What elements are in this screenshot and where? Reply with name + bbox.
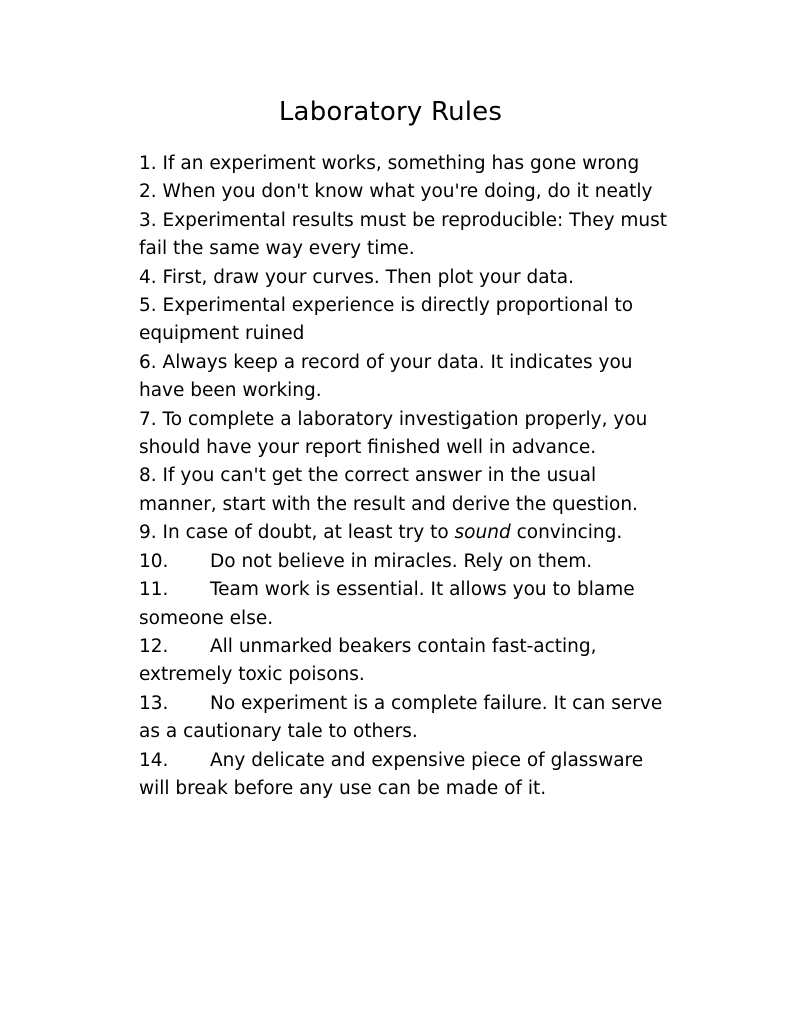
rule-item-11 xyxy=(139,576,679,633)
rule-text-emphasis: sound xyxy=(454,522,511,544)
rule-item-5 xyxy=(139,292,679,349)
rule-item-2 xyxy=(139,178,679,206)
rule-text: If you can't get the correct answer in the usual manner, start with the result and derive the question. xyxy=(139,465,638,515)
rule-item-6 xyxy=(139,349,679,406)
rule-item-9 xyxy=(139,519,679,547)
rule-number: 12. xyxy=(139,635,169,657)
rule-number: 14. xyxy=(139,749,169,771)
rule-number: 6. xyxy=(139,351,157,373)
rule-number: 8. xyxy=(139,465,157,487)
rule-text: In case of doubt, at least try to xyxy=(162,522,449,544)
rule-number: 10. xyxy=(139,550,169,572)
rules-list xyxy=(139,150,679,803)
rule-text: Do not believe in miracles. Rely on them. xyxy=(210,550,593,572)
rule-item-4 xyxy=(139,264,679,292)
rule-text: Always keep a record of your data. It indicates you have been working. xyxy=(139,351,633,402)
rule-number: 4. xyxy=(139,266,157,288)
rule-text: Team work is essential. It allows you to blame someone else. xyxy=(139,579,635,629)
rule-item-8 xyxy=(139,462,679,519)
rule-text: No experiment is a complete failure. It can serve as a cautionary tale to others. xyxy=(139,692,663,743)
rule-item-3 xyxy=(139,207,679,264)
rule-item-10 xyxy=(139,548,679,576)
rule-item-7 xyxy=(139,406,679,463)
rule-text: convincing. xyxy=(516,522,623,544)
rule-item-13 xyxy=(139,690,679,747)
rule-number: 9. xyxy=(139,522,157,544)
rule-text: If an experiment works, something has gone wrong xyxy=(162,153,640,174)
rule-text: Experimental experience is directly proportional to equipment ruined xyxy=(139,295,634,345)
rule-number: 7. xyxy=(139,408,157,430)
rule-number: 2. xyxy=(139,181,157,203)
rule-text: First, draw your curves. Then plot your data. xyxy=(162,266,575,288)
rule-item-12 xyxy=(139,633,679,690)
rule-item-14 xyxy=(139,747,679,804)
rule-text: When you don't know what you're doing, do it neatly xyxy=(162,181,653,203)
rule-number: 13. xyxy=(139,692,169,714)
rule-number: 1. xyxy=(139,153,157,174)
rule-text: To complete a laboratory investigation properly, you should have your report finished well in advance. xyxy=(139,408,648,459)
rule-text: Any delicate and expensive piece of glassware will break before any use can be made of it. xyxy=(139,749,644,799)
rule-text: Experimental results must be reproducible: They must fail the same way every time. xyxy=(139,209,673,260)
page-title: Laboratory Rules xyxy=(278,97,503,127)
rule-text: All unmarked beakers contain fast-acting, extremely toxic poisons. xyxy=(139,635,597,686)
rule-number: 11. xyxy=(139,579,169,601)
rule-item-1 xyxy=(139,150,679,178)
rule-number: 3. xyxy=(139,209,157,231)
rule-number: 5. xyxy=(139,295,157,317)
